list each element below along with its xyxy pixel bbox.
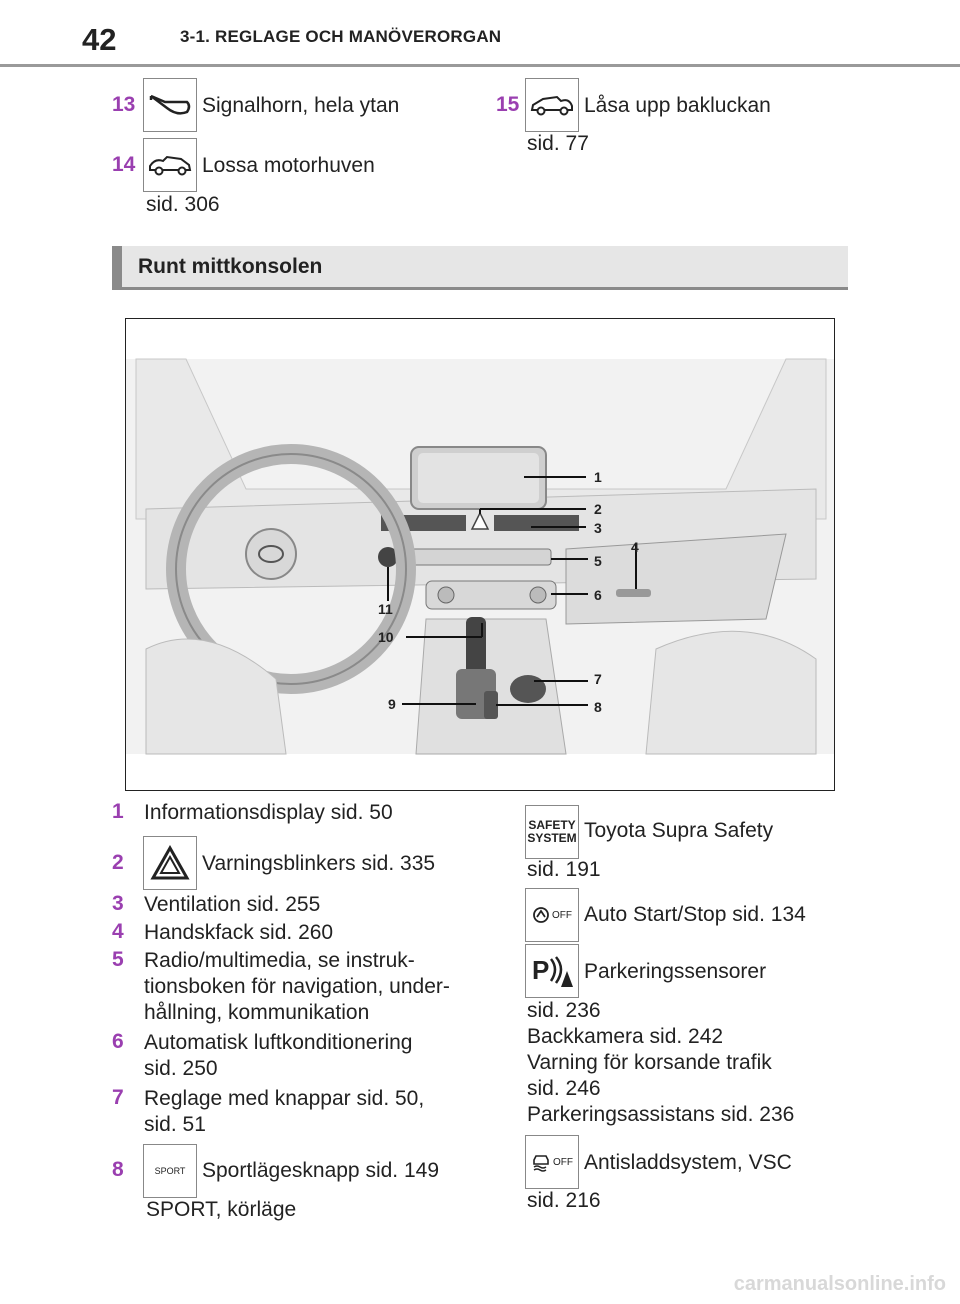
car-trunk-icon [525,78,579,132]
section-title: Runt mittkonsolen [138,255,323,278]
item-number: 14 [112,153,136,176]
item-number: 3 [112,892,124,915]
vsc-off-icon [525,1135,579,1189]
item-number: 6 [112,1030,124,1053]
item-label: Lossa motorhuven [202,154,375,177]
page-reference: sid. 236 [527,999,601,1022]
item-text: Ventilation sid. 255 [144,893,321,916]
callout-4: 4 [631,539,639,555]
callout-2: 2 [594,501,602,517]
item-number: 8 [112,1158,124,1181]
item-text: Varning för korsande trafik [527,1051,772,1074]
item-text: Sportlägesknapp sid. 149 [202,1159,439,1182]
item-number: 1 [112,800,124,823]
chapter-title: 3-1. REGLAGE OCH MANÖVERORGAN [180,27,502,46]
callout-7: 7 [594,671,602,687]
safety-icon-line1: SAFETY [528,818,576,832]
item-number: 2 [112,851,124,874]
item-text: sid. 250 [144,1057,218,1080]
item-number: 13 [112,93,136,116]
callout-9: 9 [388,696,396,712]
item-number: 5 [112,948,124,971]
svg-text:P: P [532,955,550,985]
safety-icon-line2: SYSTEM [527,831,577,845]
callout-5: 5 [594,553,602,569]
vsc-off-label: OFF [553,1156,573,1168]
interior-illustration [125,318,835,791]
item-number: 7 [112,1086,124,1109]
page-reference: sid. 306 [146,193,220,216]
safety-system-icon [525,805,579,859]
sport-icon: SPORT [143,1144,197,1198]
item-text: tionsboken för navigation, under- [144,975,450,998]
item-text: Reglage med knappar sid. 50, [144,1087,425,1110]
callout-10: 10 [378,629,394,645]
watermark: carmanualsonline.info [733,1273,946,1295]
item-label: Låsa upp bakluckan [584,94,771,117]
item-label: Signalhorn, hela ytan [202,94,400,117]
page-number: 42 [82,22,117,57]
item-text: Backkamera sid. 242 [527,1025,724,1048]
auto-start-stop-icon [525,888,579,942]
item-text: Antisladdsystem, VSC [584,1151,792,1174]
page-reference: sid. 216 [527,1189,601,1212]
parking-sensor-icon [525,944,579,998]
auto-start-off-label: OFF [552,909,572,921]
callout-8: 8 [594,699,602,715]
horn-icon [143,78,197,132]
callout-11: 11 [378,601,393,617]
item-text: Radio/multimedia, se instruk- [144,949,415,972]
item-text: Informationsdisplay sid. 50 [144,801,393,824]
item-text: hållning, kommunikation [144,1001,370,1024]
item-text: SPORT, körläge [146,1198,297,1221]
item-text: Parkeringssensorer [584,960,767,983]
callout-3: 3 [594,520,602,536]
page-reference: sid. 191 [527,858,601,881]
section-header [112,246,848,290]
item-text: sid. 246 [527,1077,601,1100]
item-text: Varningsblinkers sid. 335 [202,852,436,875]
item-text: sid. 51 [144,1113,206,1136]
hazard-triangle-icon [143,836,197,890]
item-number: 4 [112,920,124,943]
page-reference: sid. 77 [527,132,589,155]
car-hood-icon [143,138,197,192]
item-text: Handskfack sid. 260 [144,921,334,944]
item-text: Toyota Supra Safety [584,819,774,842]
item-text: Automatisk luftkonditionering [144,1031,413,1054]
callout-1: 1 [594,469,602,485]
header-divider [0,64,960,67]
item-text: Auto Start/Stop sid. 134 [584,903,806,926]
callout-6: 6 [594,587,602,603]
item-text: Parkeringsassistans sid. 236 [527,1103,795,1126]
item-number: 15 [496,93,520,116]
